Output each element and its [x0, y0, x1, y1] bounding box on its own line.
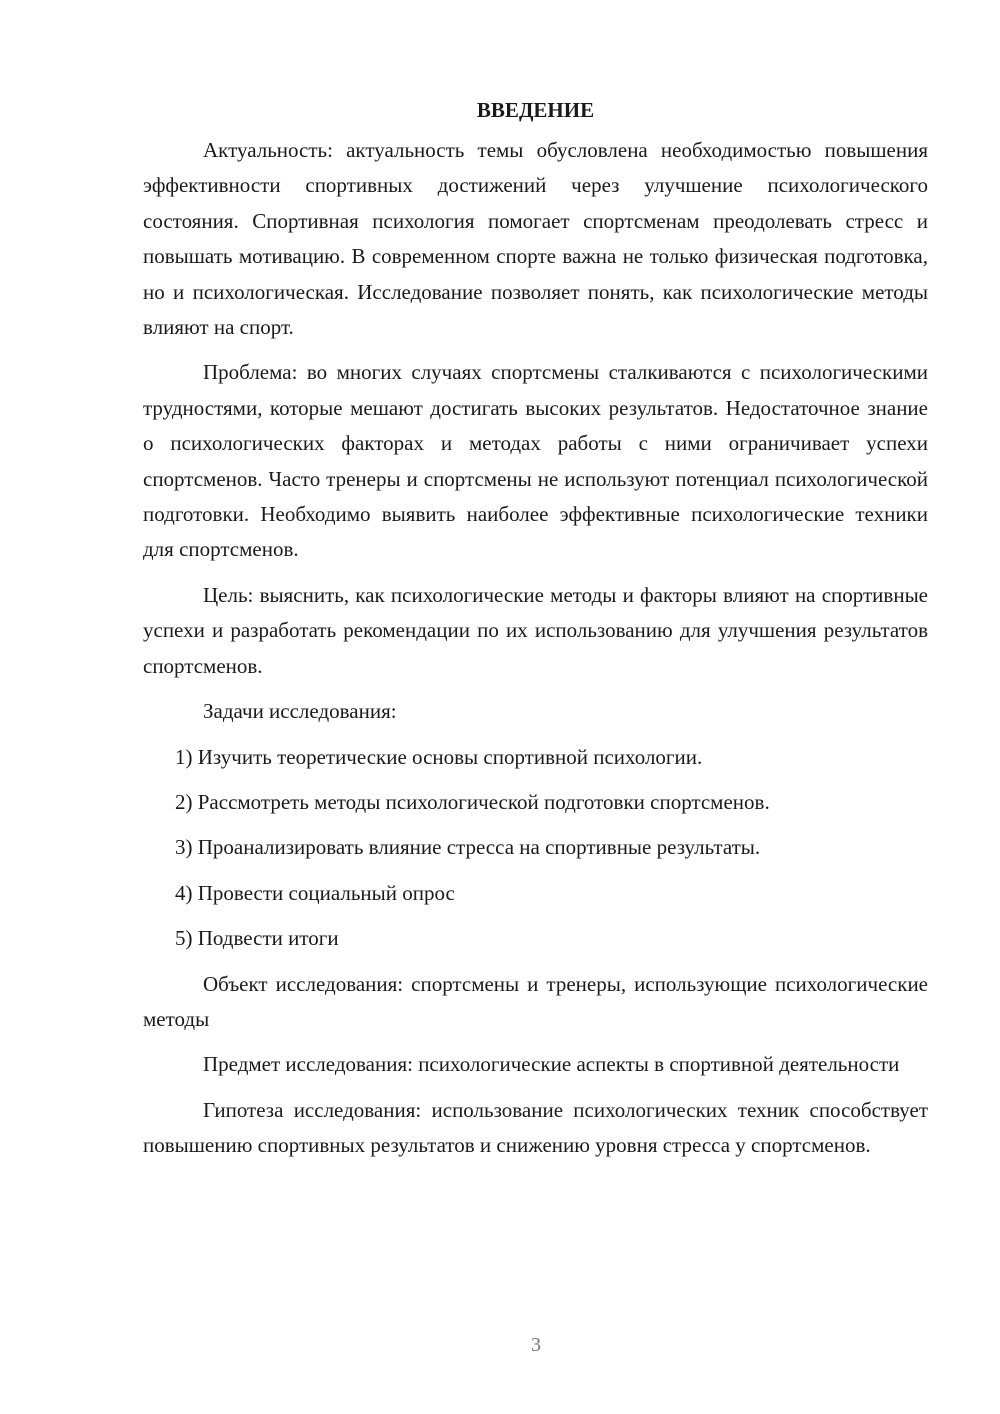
tasks-title: Задачи исследования:	[203, 699, 397, 724]
document-page	[143, 92, 928, 1174]
hypothesis-paragraph: Гипотеза исследования: использование психологических техник способствует повышению спортивных результатов и снижению уровня стресса у спортсменов.	[143, 1097, 928, 1158]
task-item-5: 5) Подвести итоги	[175, 926, 339, 951]
subject-paragraph: Предмет исследования: психологические аспекты в спортивной деятельности	[203, 1052, 900, 1077]
actuality-paragraph: Актуальность: актуальность темы обусловлена необходимостью повышения эффективности спортивных достижений через улучшение психологического состояния. Спортивная психология помогает спортсменам преодолевать стресс и повышать мотивацию. В современном спорте важна не только физическая подготовка, но и психологическая. Исследование позволяет понять, как психологические методы влияют на спорт.	[143, 138, 928, 340]
task-item-1: 1) Изучить теоретические основы спортивной психологии.	[175, 744, 703, 769]
task-item-4: 4) Провести социальный опрос	[175, 880, 455, 905]
section-heading: ВВЕДЕНИЕ	[476, 98, 595, 122]
goal-paragraph: Цель: выяснить, как психологические методы и факторы влияют на спортивные успехи и разработать рекомендации по их использованию для улучшения результатов спортсменов.	[143, 582, 928, 678]
object-paragraph: Объект исследования: спортсмены и тренеры, использующие психологические методы	[143, 971, 928, 1031]
problem-paragraph: Проблема: во многих случаях спортсмены сталкиваются с психологическими трудностями, которые мешают достигать высоких результатов. Недостаточное знание о психологических факторах и методах работы с ними ограничивает успехи спортсменов. Часто тренеры и спортсмены не используют потенциал психологической подготовки. Необходимо выявить наиболее эффективные психологические техники для спортсменов.	[143, 360, 928, 562]
task-item-2: 2) Рассмотреть методы психологической подготовки спортсменов.	[175, 789, 770, 814]
page-number: 3	[531, 1334, 541, 1356]
task-item-3: 3) Проанализировать влияние стресса на спортивные результаты.	[175, 835, 761, 860]
